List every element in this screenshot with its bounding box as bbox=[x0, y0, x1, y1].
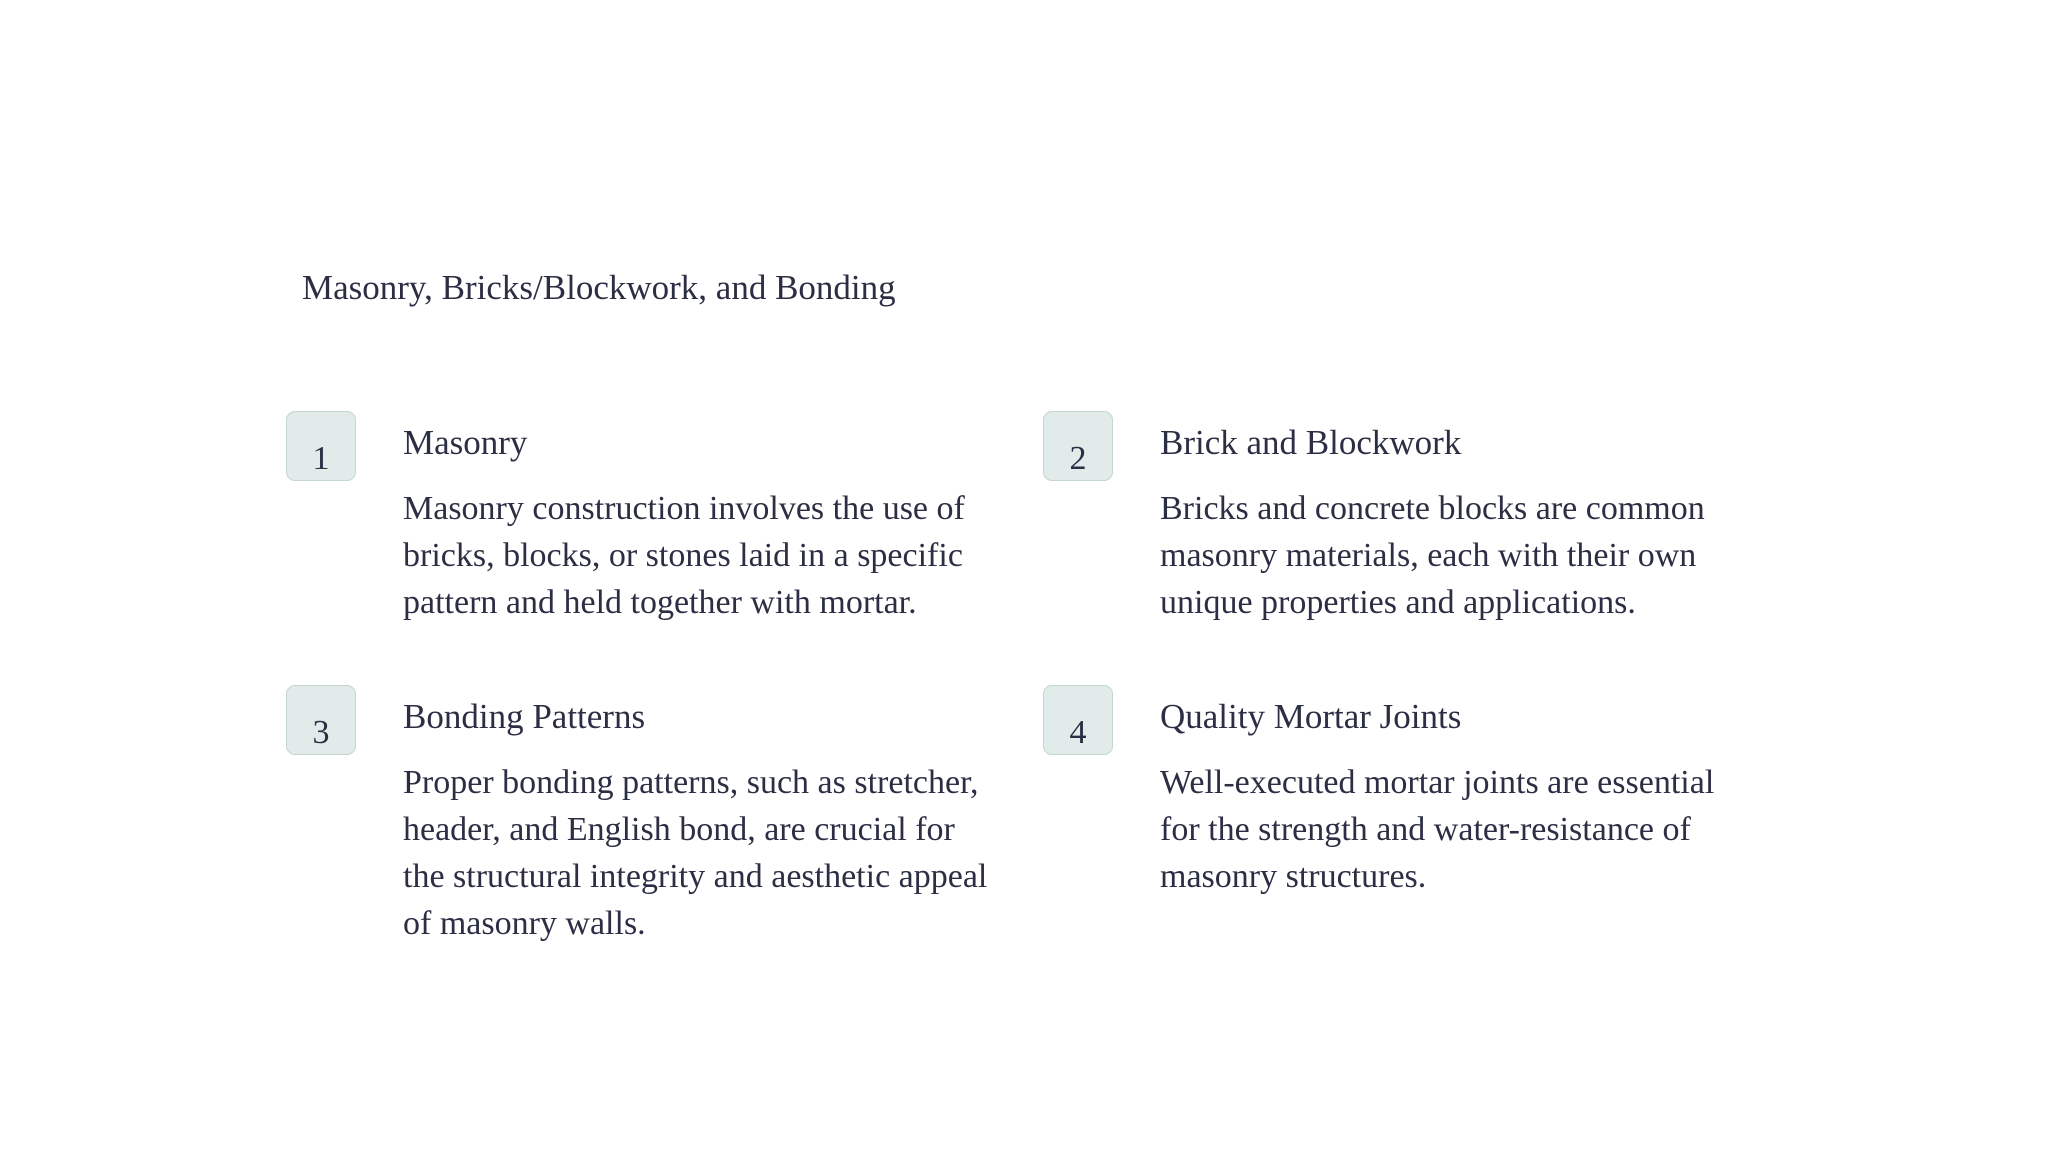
item-description: Well-executed mortar joints are essential for the strength and water-resistance of masonry structures. bbox=[1160, 764, 1715, 895]
item-title: Bonding Patterns bbox=[403, 697, 646, 736]
item-body bbox=[1160, 421, 1760, 626]
item-body bbox=[403, 695, 1003, 947]
number-badge: 3 bbox=[286, 685, 356, 755]
item-body bbox=[403, 421, 1003, 626]
slide-title: Masonry, Bricks/Blockwork, and Bonding bbox=[302, 268, 896, 307]
number-badge: 1 bbox=[286, 411, 356, 481]
item-body bbox=[1160, 695, 1760, 900]
item-title: Masonry bbox=[403, 423, 528, 462]
number-badge: 2 bbox=[1043, 411, 1113, 481]
item-description: Bricks and concrete blocks are common masonry materials, each with their own unique properties and applications. bbox=[1160, 490, 1705, 621]
number-badge: 4 bbox=[1043, 685, 1113, 755]
item-description: Proper bonding patterns, such as stretcher, header, and English bond, are crucial for the structural integrity and aesthetic appeal of masonry walls. bbox=[403, 764, 988, 942]
item-description: Masonry construction involves the use of bricks, blocks, or stones laid in a specific pattern and held together with mortar. bbox=[403, 490, 965, 621]
item-title: Quality Mortar Joints bbox=[1160, 697, 1462, 736]
item-title: Brick and Blockwork bbox=[1160, 423, 1462, 462]
